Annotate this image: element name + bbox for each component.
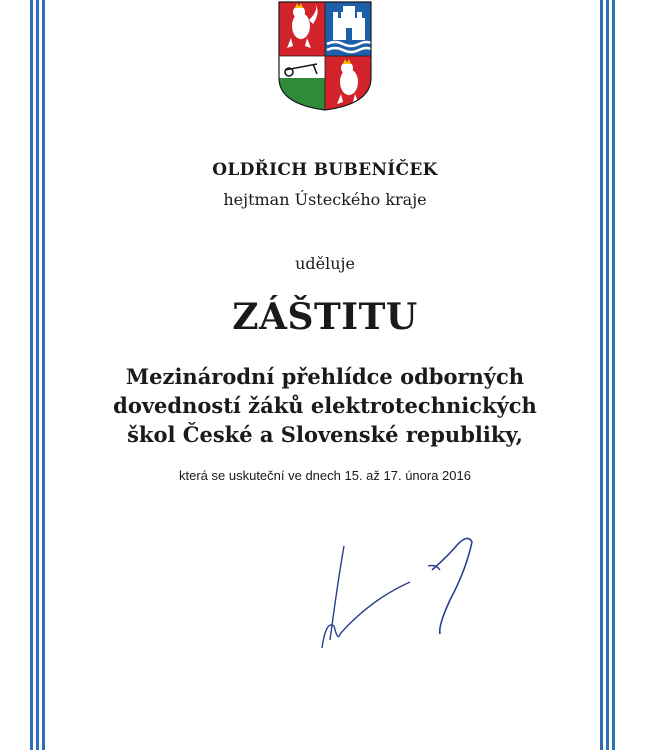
- left-border-stripe: [42, 0, 45, 750]
- coat-of-arms-icon: [277, 0, 373, 112]
- signature-icon: [300, 530, 500, 660]
- right-border-stripe: [606, 0, 609, 750]
- right-border-stripe: [612, 0, 615, 750]
- event-title: [60, 362, 590, 449]
- left-border-stripe: [36, 0, 39, 750]
- issuer-role: hejtman Ústeckého kraje: [223, 190, 427, 209]
- certificate-heading: ZÁŠTITU: [232, 296, 418, 338]
- right-border-stripe: [600, 0, 603, 750]
- left-border-stripe: [30, 0, 33, 750]
- event-title-line: škol České a Slovenské republiky,: [127, 422, 523, 447]
- event-title-line: dovedností žáků elektrotechnických: [113, 393, 537, 418]
- event-title-line: Mezinárodní přehlídce odborných: [125, 364, 525, 389]
- grants-text: uděluje: [295, 254, 355, 273]
- event-date-line: která se uskuteční ve dnech 15. až 17. února 2016: [179, 468, 471, 483]
- issuer-name: OLDŘICH BUBENÍČEK: [212, 160, 438, 180]
